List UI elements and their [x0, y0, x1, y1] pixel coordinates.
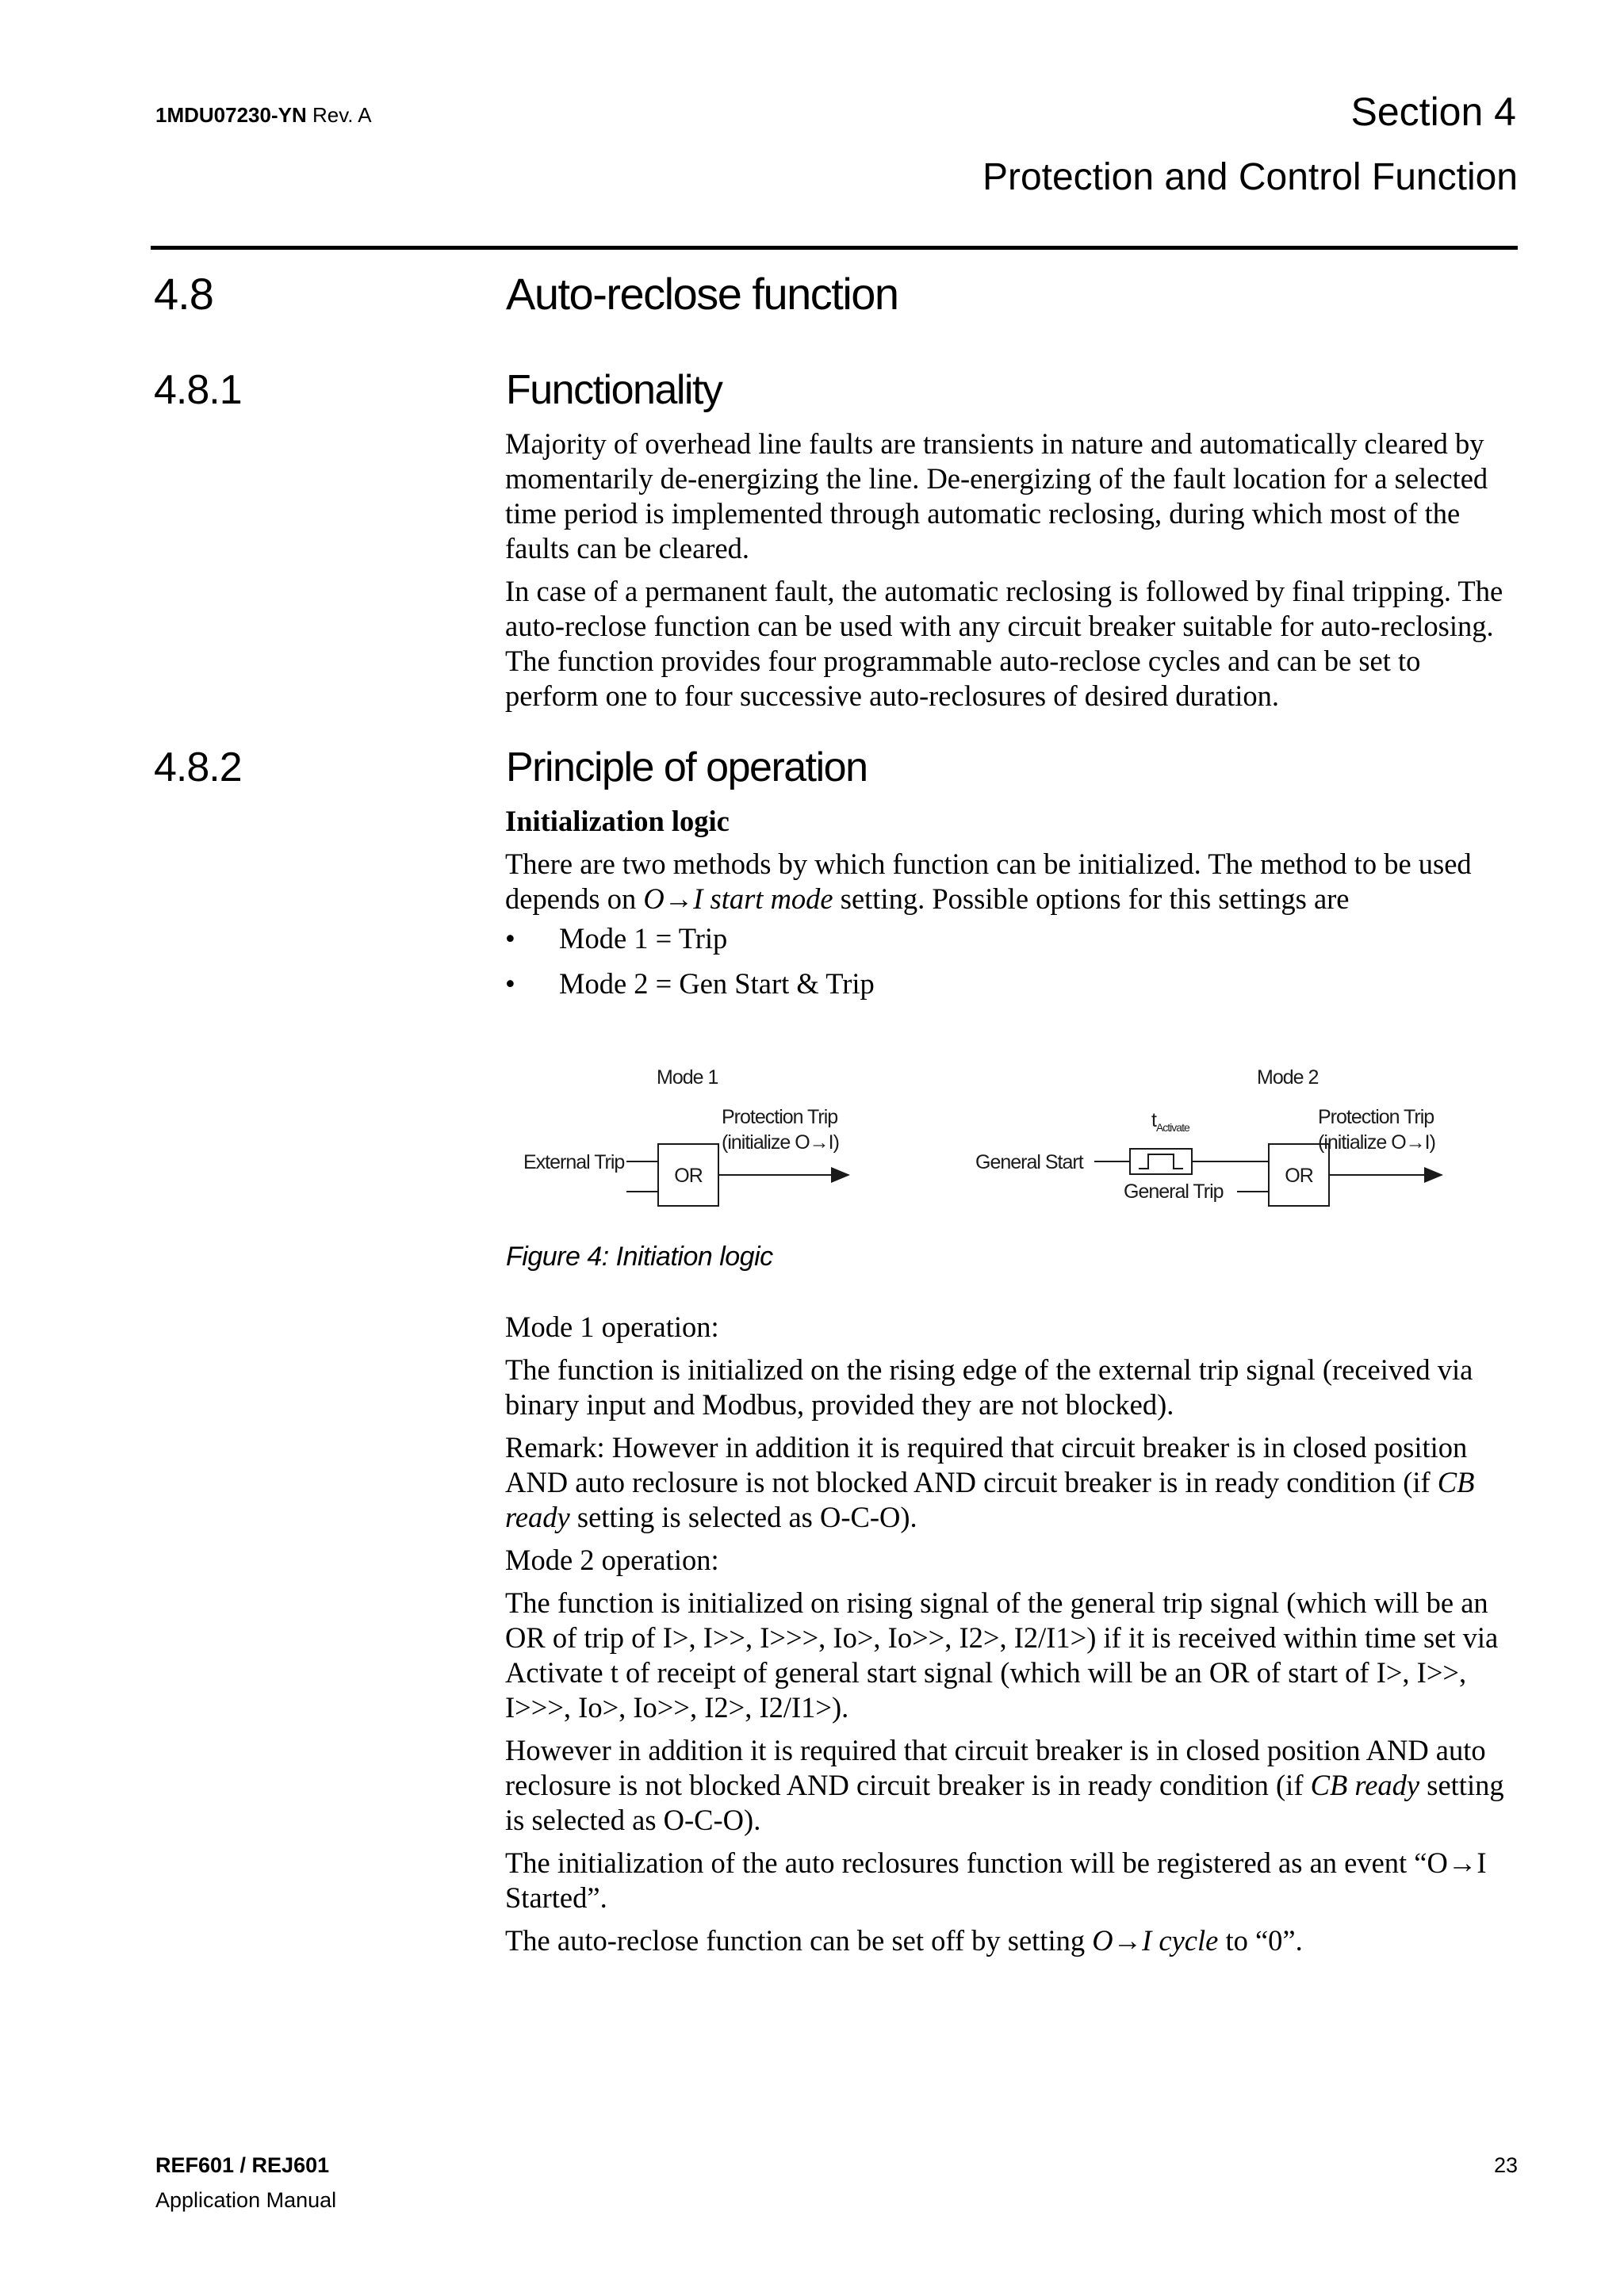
heading-auto-reclose-function: Auto-reclose function [506, 269, 898, 319]
heading-principle-of-operation: Principle of operation [506, 744, 868, 790]
mode1-output-label: (initialize O→I) [722, 1131, 839, 1154]
mode2-heading: Mode 2 operation: [505, 1544, 719, 1576]
section-label: Section 4 [1350, 90, 1516, 134]
intro-paragraph: There are two methods by which function can be initialized. The method to be used depends on O→I start mode setting. Possible options for this settings are [505, 848, 1472, 915]
header-rule [151, 246, 1518, 250]
setting-name: O→I start mode [643, 882, 833, 915]
heading-functionality: Functionality [506, 367, 722, 413]
setting-name: CB ready [1310, 1769, 1420, 1801]
mode-options-list [505, 921, 1519, 1012]
bullet-icon: • [505, 922, 515, 955]
principle-intro [505, 804, 1519, 916]
however-paragraph: However in addition it is required that circuit breaker is in closed position AND auto reclosure is not blocked AND circuit breaker is in ready condition (if CB ready setting is selected as O-C-O). [505, 1734, 1504, 1836]
mode1-or-label: OR [674, 1165, 703, 1187]
footer-manual-type: Application Manual [155, 2188, 337, 2212]
heading-number-4-8-2: 4.8.2 [154, 744, 242, 790]
mode2-output-label: (initialize O→I) [1318, 1131, 1435, 1154]
remark-paragraph: Remark: However in addition it is required that circuit breaker is in closed position AND auto reclosure is not blocked AND circuit breaker is in ready condition (if CB ready setting is selected as O-C-O). [505, 1431, 1475, 1533]
mode2-paragraph: The function is initialized on rising signal of the general trip signal (which will be an OR of trip of I>, I>>, I>>>, Io>, Io>>, I2>, I2/I1>) if it is received within time set via Activate t of receipt of general start signal (which will be an OR of start of I>, I>>, I>>>, Io>, Io>>, I2>, I2/I1>). [505, 1586, 1499, 1724]
mode2-timer-block [1130, 1149, 1192, 1174]
event-paragraph: The initialization of the auto reclosures function will be registered as an event “O→I Started”. [505, 1846, 1487, 1914]
mode2-general-start-label: General Start [975, 1151, 1083, 1173]
mode1-output-label: Protection Trip [722, 1106, 838, 1128]
footer-product: REF601 / REJ601 [155, 2153, 330, 2177]
page-number: 23 [1493, 2153, 1518, 2177]
document-number: 1MDU07230-YN [155, 103, 307, 127]
operation-body [505, 1310, 1519, 1958]
mode1-heading: Mode 1 operation: [505, 1311, 719, 1343]
setting-name: O→I cycle [1092, 1924, 1219, 1957]
mode1-input-label: External Trip [523, 1151, 625, 1173]
functionality-body [505, 427, 1519, 714]
mode2-or-label: OR [1285, 1165, 1313, 1187]
bullet-icon: • [505, 967, 515, 1000]
subheading-initialization-logic: Initialization logic [505, 805, 730, 837]
setting-name: CB ready [505, 1466, 1475, 1533]
document-revision: Rev. A [306, 103, 372, 127]
initiation-logic-diagram [508, 1058, 1491, 1249]
document-id [155, 103, 372, 128]
mode1-title: Mode 1 [657, 1066, 718, 1089]
functionality-paragraph: In case of a permanent fault, the automatic reclosing is followed by final tripping. The auto-reclose function can be used with any circuit breaker suitable for auto-reclosing. The function provides four programmable auto-reclose cycles and can be set to perform one to four successive auto-reclosures of desired duration. [505, 575, 1503, 712]
mode2-general-trip-label: General Trip [1124, 1181, 1224, 1203]
list-item: • Mode 2 = Gen Start & Trip [505, 967, 875, 1000]
mode1-paragraph: The function is initialized on the rising edge of the external trip signal (received via binary input and Modbus, provided they are not blocked). [505, 1353, 1473, 1421]
mode2-title: Mode 2 [1257, 1066, 1319, 1089]
mode2-output-label: Protection Trip [1318, 1106, 1434, 1128]
set-off-paragraph: The auto-reclose function can be set off by setting O→I cycle to “0”. [505, 1924, 1303, 1957]
heading-number-4-8-1: 4.8.1 [154, 367, 242, 413]
section-title: Protection and Control Function [982, 156, 1518, 198]
figure-caption: Figure 4: Initiation logic [506, 1242, 773, 1272]
heading-number-4-8: 4.8 [154, 269, 213, 319]
list-item: • Mode 1 = Trip [505, 922, 728, 955]
functionality-paragraph: Majority of overhead line faults are transients in nature and automatically cleared by momentarily de-energizing the line. De-energizing of the fault location for a selected time period is implemented through automatic reclosing, during which most of the faults can be cleared. [505, 427, 1488, 564]
mode2-timer-label: $t_{Activate}$ [1151, 1109, 1189, 1134]
